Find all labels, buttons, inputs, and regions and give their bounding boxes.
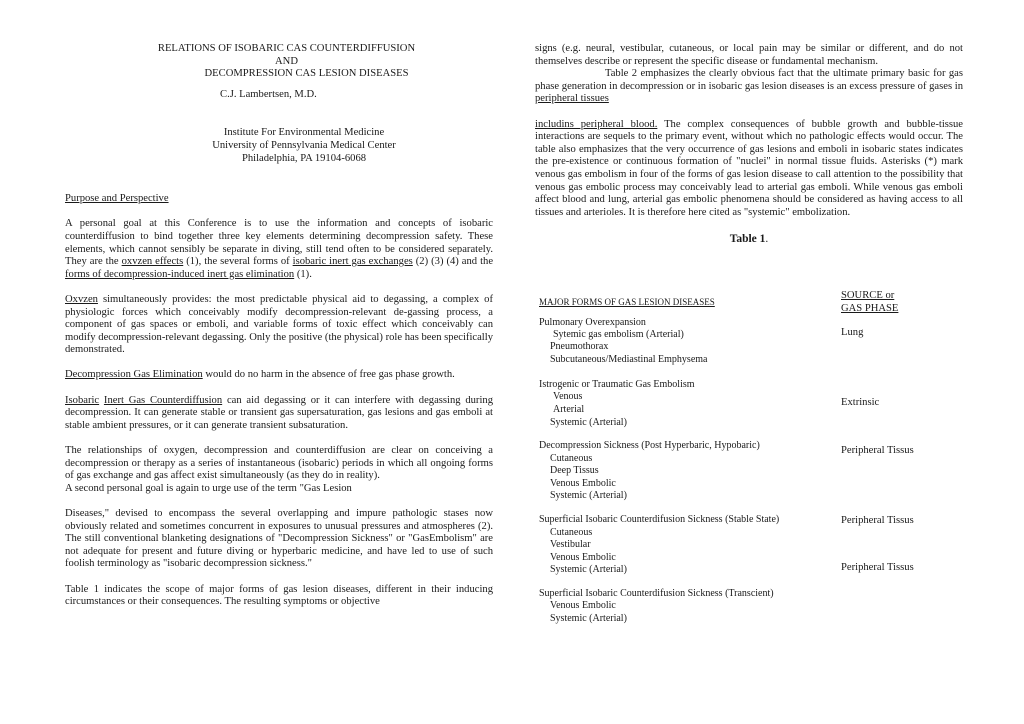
right-paragraph-2 — [535, 68, 963, 106]
paragraph-6: Diseases," devised to encompass the several overlapping and impure pathologic stases now obviously related and sometimes concurrent in exposures to unusual pressures and atmospheres (2). The still conventional blanketing designations of "Decompression Sickness" or "GasEmbolism" are not adequate for present and future diving or hyperbaric medicine, and have led to use of such foolish terminology as "isobaric decompression sickness." — [65, 508, 493, 570]
text-span: A personal goal at this Conference is to use the information and concepts of isobaric counterdiffusion to bind together three key elements determining decompression safety. These elements, which cannot sensibly be separate in diving, still tend often to be considered separately. They are the — [65, 218, 493, 268]
text-span: simultaneously provides: the most predictable physical aid to degassing, a complex of physiologic forces which conceivably modify decompression-relevant de-gassing process, a component of gas spaces or emboli, and variable forms of toxic effect which conceivably can modify decompression-relevant degassing. Only the positive (the physical) role has been specifically demonstrated. — [65, 293, 493, 356]
underlined-term: Decompression Gas Elimination — [65, 369, 203, 381]
table-row: Venous Embolic — [550, 600, 616, 611]
text-span: would do no harm in the absence of free gas phase growth. — [202, 369, 455, 381]
section-heading: Purpose and Perspective — [65, 193, 169, 205]
table-row: Istrogenic or Traumatic Gas Embolism — [539, 379, 695, 390]
table-title — [535, 233, 963, 246]
table-row: Systemic (Arterial) — [550, 613, 627, 624]
table-row: Vestibular — [550, 539, 591, 550]
underlined-term: includins peripheral blood. — [535, 118, 658, 130]
right-column — [535, 43, 963, 246]
table-row: Arterial — [553, 404, 585, 415]
text-span: (1). — [294, 268, 312, 280]
text-span: Table 2 emphasizes the clearly obvious fact that the ultimate primary basic for gas phase generation in decompression or in isobaric gas lesion diseases is an excess pressure of gases in — [535, 68, 963, 92]
table-row: Venous Embolic — [550, 552, 616, 563]
table-header-source-line-1: SOURCE or — [841, 290, 895, 301]
paragraph-5b: A second personal goal is again to urge use of the term "Gas Lesion — [65, 482, 352, 494]
table-row: Superficial Isobaric Counterdifusion Sickness (Stable State) — [539, 514, 780, 525]
table-source-cell: Lung — [841, 327, 864, 338]
table-source-cell: Peripheral Tissus — [841, 445, 914, 456]
underlined-term: isobaric inert gas exchanges — [292, 256, 413, 268]
left-column — [65, 43, 493, 609]
underlined-term: Inert Gas Counterdiffusion — [103, 394, 223, 406]
underlined-term: Oxvzen — [65, 293, 98, 305]
institution-line-2: University of Pennsylvania Medical Center — [212, 139, 396, 151]
author: C.J. Lambertsen, M.D. — [220, 88, 317, 100]
title-line-3: DECOMPRESSION CAS LESION DISEASES — [204, 68, 409, 80]
table-row: Deep Tissus — [550, 465, 599, 476]
paragraph-3 — [65, 369, 493, 382]
institution — [65, 127, 493, 165]
table-title-suffix: . — [765, 233, 769, 246]
table-row: Systemic (Arterial) — [550, 490, 627, 501]
table-row: Decompression Sickness (Post Hyperbaric, Hypobaric) — [539, 440, 760, 451]
paragraph-5: The relationships of oxygen, decompression and counterdiffusion are clear on conceiving a decompression or therapy as a series of instantaneous (isobaric) periods in which all ongoing forms of gas exchange and gas affect exist simultaneously (as they do in reality). — [65, 445, 493, 482]
table-row: Systemic (Arterial) — [550, 417, 627, 428]
institution-line-1: Institute For Environmental Medicine — [223, 127, 385, 139]
title-line-1: RELATIONS OF ISOBARIC CAS COUNTERDIFFUSION — [157, 43, 416, 54]
table-row: Pulmonary Overexpansion — [539, 317, 646, 328]
table-row: Cutaneous — [550, 527, 593, 538]
text-span: (2) (3) (4) and the — [412, 256, 494, 268]
table-row: Venous Embolic — [550, 478, 616, 489]
table-source-cell: Extrinsic — [841, 397, 880, 408]
table-header-source — [841, 290, 898, 315]
paper-title — [65, 43, 493, 81]
paragraph-7: Table 1 indicates the scope of major forms of gas lesion diseases, different in their inducing circumstances or their consequences. The resulting symptoms or objective — [65, 583, 493, 608]
text-span: The complex consequences of bubble growth and bubble-tissue interactions are sequels to the primary event, without which no pathologic effects would occur. The table also emphasizes that the very occurrence of gas lesions and emboli in isobaric states indicates the pre-existence or continuous formation of "nuclei" in normal tissue fluids. Asterisks (*) mark venous gas embolism in four of the forms of gas lesion disease to call attention to the possibility that venous gas embolic process may conceivably lead to arterial gas emboli. While venous gas emboli affect blood and lung, arterial gas embolic phenomena should be considered as having access to all tissues and arterioles. It is therefore here cited as "systemic" embolization. — [535, 118, 963, 218]
title-line-2: AND — [275, 55, 298, 67]
table-row: Venous — [553, 391, 583, 402]
underlined-term: Isobaric — [65, 394, 100, 406]
paragraph-2 — [65, 294, 493, 357]
paragraph-4 — [65, 395, 493, 433]
table-row: Superficial Isobaric Counterdifusion Sickness (Transcient) — [539, 588, 774, 599]
table-row: Pneumothorax — [550, 341, 609, 352]
table-source-cell: Peripheral Tissus — [841, 562, 914, 573]
text-span: can aid degassing or it can interfere with degassing during decompression. It can generate stable or transient gas supersaturation, gas lesions and gas emboli at stable ambient pressures, or it can generate transient subsaturation. — [65, 394, 493, 431]
table-row: Sytemic gas embolism (Arterial) — [553, 329, 684, 340]
underlined-term: oxvzen effects — [121, 256, 184, 268]
table-row: Cutaneous — [550, 453, 593, 464]
text-span: (1), the several forms of — [183, 256, 293, 268]
table-header-diseases: MAJOR FORMS OF GAS LESION DISEASES — [539, 297, 715, 307]
table-header-source-line-2: GAS PHASE — [841, 302, 899, 314]
paragraph-1 — [65, 218, 493, 281]
right-paragraph-1: signs (e.g. neural, vestibular, cutaneous, or local pain may be similar or different, and do not themselves describe or represent the specific disease or fundamental mechanism. — [535, 43, 963, 67]
table-title-text: Table 1 — [729, 233, 766, 246]
underlined-term: forms of decompression-induced inert gas elimination — [65, 268, 295, 280]
table-row: Subcutaneous/Mediastinal Emphysema — [550, 354, 708, 365]
underlined-term: peripheral tissues — [535, 93, 609, 105]
table-source-cell: Peripheral Tissus — [841, 515, 914, 526]
table-row: Systemic (Arterial) — [550, 564, 627, 575]
institution-line-3: Philadelphia, PA 19104-6068 — [241, 152, 367, 164]
right-paragraph-3 — [535, 119, 963, 220]
